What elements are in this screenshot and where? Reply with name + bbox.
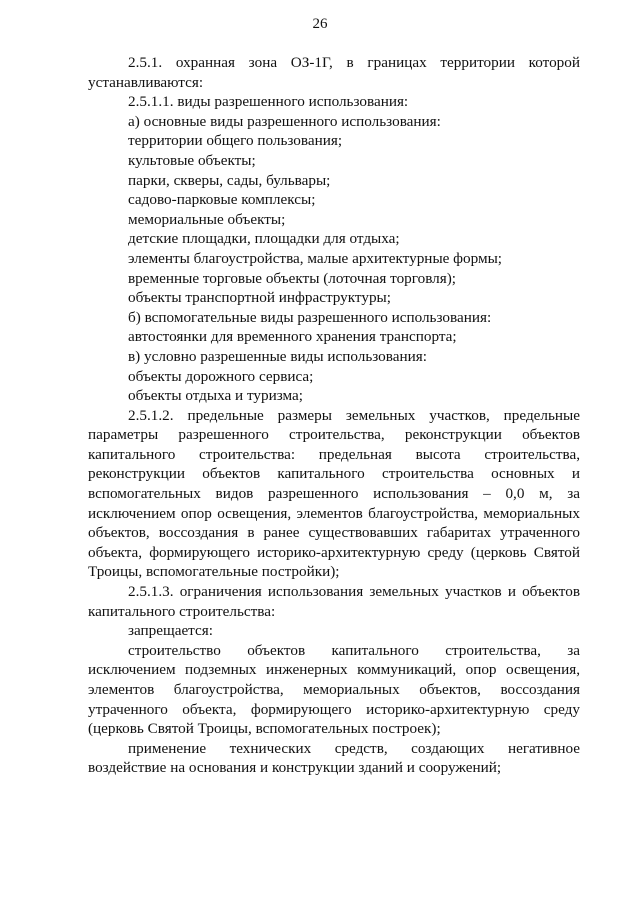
paragraph-2-5-1-1: 2.5.1.1. виды разрешенного использования: [128, 93, 409, 111]
list-item: парки, скверы, сады, бульвары; [128, 171, 331, 189]
paragraph-construction: строительство объектов капитального строительства, за исключением подземных инженерных коммуникаций, опор освещения, элементов благоустройства, мемориальных объектов, воссоздания утраченного объекта, формирующего историко-архитектурную среду (церковь Святой Троицы, вспомогательных построек); [88, 641, 580, 738]
page-number: 26 [312, 16, 328, 32]
paragraph-auxiliary-uses-heading: б) вспомогательные виды разрешенного использования: [128, 308, 492, 326]
paragraph-main-uses-heading: а) основные виды разрешенного использования: [128, 112, 441, 130]
list-item: объекты дорожного сервиса; [128, 367, 314, 385]
paragraph-2-5-1-3: 2.5.1.3. ограничения использования земельных участков и объектов капитального строительства: [88, 583, 580, 620]
list-item: культовые объекты; [128, 151, 256, 169]
list-item: мемориальные объекты; [128, 210, 286, 228]
list-item: объекты отдыха и туризма; [128, 387, 303, 405]
list-item: автостоянки для временного хранения транспорта; [128, 328, 457, 346]
list-item: территории общего пользования; [128, 132, 343, 150]
paragraph-conditional-uses-heading: в) условно разрешенные виды использования: [128, 347, 427, 365]
list-item: элементы благоустройства, малые архитектурные формы; [128, 249, 503, 267]
list-item: объекты транспортной инфраструктуры; [128, 289, 391, 307]
paragraph-technical-means: применение технических средств, создающих негативное воздействие на основания и конструкции зданий и сооружений; [88, 739, 580, 777]
list-item: временные торговые объекты (лоточная торговля); [128, 269, 457, 287]
list-item: детские площадки, площадки для отдыха; [128, 230, 400, 248]
paragraph-2-5-1-2: 2.5.1.2. предельные размеры земельных участков, предельные параметры разрешенного строительства, реконструкции объектов капитального строительства: предельная высота строительства, реконструкции объектов капитального строительства основных и вспомогательных видов разрешенного использования – 0,0 м, за исключением опор освещения, элементов благоустройства, мемориальных объектов, воссоздания в ранее существовавших габаритах утраченного объекта, формирующего историко-архитектурную среду (церковь Святой Троицы, вспомогательные постройки); [88, 406, 580, 581]
document-body [88, 53, 580, 778]
list-item: садово-парковые комплексы; [128, 191, 316, 209]
paragraph-prohibited-heading: запрещается: [128, 622, 213, 640]
paragraph-2-5-1: 2.5.1. охранная зона ОЗ-1Г, в границах территории которой устанавливаются: [88, 54, 580, 91]
